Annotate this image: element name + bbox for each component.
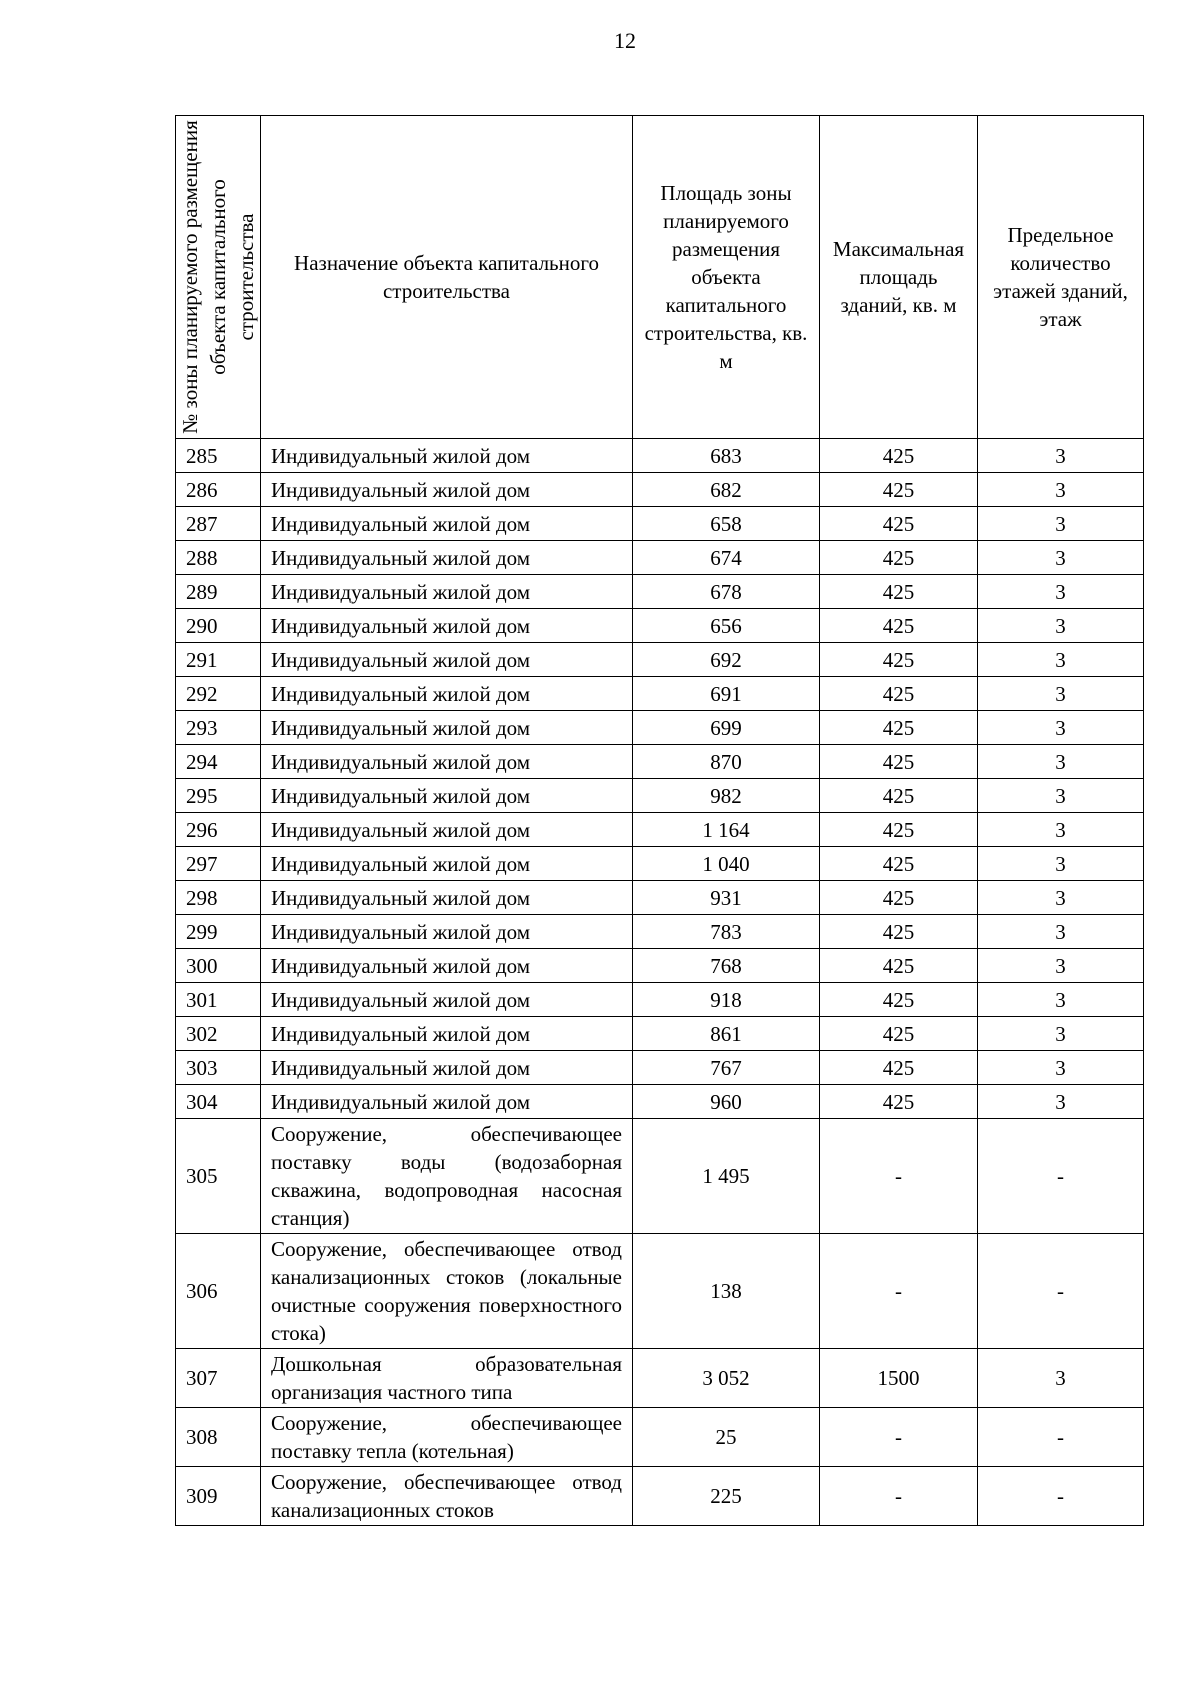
cell-max-area: 425 — [820, 949, 978, 983]
cell-floors: - — [978, 1234, 1144, 1349]
cell-zone-area: 682 — [633, 473, 820, 507]
cell-zone-area: 870 — [633, 745, 820, 779]
cell-purpose: Индивидуальный жилой дом — [261, 711, 633, 745]
cell-zone-number: 306 — [176, 1234, 261, 1349]
cell-max-area: - — [820, 1467, 978, 1526]
cell-zone-number: 298 — [176, 881, 261, 915]
cell-floors: 3 — [978, 507, 1144, 541]
table-row — [176, 643, 1144, 677]
table-row — [176, 813, 1144, 847]
cell-zone-number: 290 — [176, 609, 261, 643]
cell-zone-area: 767 — [633, 1051, 820, 1085]
cell-max-area: 425 — [820, 847, 978, 881]
cell-floors: 3 — [978, 983, 1144, 1017]
cell-max-area: 1500 — [820, 1349, 978, 1408]
table-row — [176, 1119, 1144, 1234]
cell-zone-area: 658 — [633, 507, 820, 541]
cell-zone-area: 678 — [633, 575, 820, 609]
cell-zone-number: 289 — [176, 575, 261, 609]
cell-max-area: - — [820, 1234, 978, 1349]
cell-zone-number: 295 — [176, 779, 261, 813]
header-floors: Предельное количество этажей зданий, этаж — [978, 116, 1144, 439]
cell-purpose: Индивидуальный жилой дом — [261, 1017, 633, 1051]
cell-zone-area: 656 — [633, 609, 820, 643]
cell-max-area: - — [820, 1408, 978, 1467]
table-row — [176, 745, 1144, 779]
cell-zone-area: 918 — [633, 983, 820, 1017]
table-row — [176, 677, 1144, 711]
cell-max-area: 425 — [820, 711, 978, 745]
cell-floors: 3 — [978, 439, 1144, 473]
cell-zone-number: 308 — [176, 1408, 261, 1467]
cell-max-area: 425 — [820, 439, 978, 473]
table-body — [176, 439, 1144, 1526]
cell-max-area: 425 — [820, 813, 978, 847]
table-row — [176, 1467, 1144, 1526]
cell-zone-area: 699 — [633, 711, 820, 745]
cell-max-area: - — [820, 1119, 978, 1234]
cell-zone-number: 297 — [176, 847, 261, 881]
cell-floors: 3 — [978, 575, 1144, 609]
cell-zone-number: 303 — [176, 1051, 261, 1085]
cell-zone-area: 674 — [633, 541, 820, 575]
cell-floors: - — [978, 1467, 1144, 1526]
cell-floors: - — [978, 1119, 1144, 1234]
table-row — [176, 473, 1144, 507]
cell-zone-number: 304 — [176, 1085, 261, 1119]
cell-zone-number: 285 — [176, 439, 261, 473]
cell-floors: 3 — [978, 541, 1144, 575]
cell-floors: 3 — [978, 1085, 1144, 1119]
cell-purpose: Индивидуальный жилой дом — [261, 949, 633, 983]
cell-zone-number: 300 — [176, 949, 261, 983]
cell-purpose: Индивидуальный жилой дом — [261, 915, 633, 949]
cell-purpose: Индивидуальный жилой дом — [261, 1051, 633, 1085]
cell-purpose: Сооружение, обеспечивающее отвод канализационных стоков (локальные очистные сооружения поверхностного стока) — [261, 1234, 633, 1349]
cell-max-area: 425 — [820, 473, 978, 507]
table-row — [176, 983, 1144, 1017]
cell-purpose: Индивидуальный жилой дом — [261, 541, 633, 575]
cell-zone-number: 286 — [176, 473, 261, 507]
cell-zone-area: 25 — [633, 1408, 820, 1467]
cell-purpose: Индивидуальный жилой дом — [261, 1085, 633, 1119]
cell-max-area: 425 — [820, 643, 978, 677]
cell-floors: 3 — [978, 609, 1144, 643]
cell-floors: 3 — [978, 779, 1144, 813]
cell-max-area: 425 — [820, 609, 978, 643]
cell-purpose: Индивидуальный жилой дом — [261, 473, 633, 507]
cell-zone-number: 293 — [176, 711, 261, 745]
cell-floors: - — [978, 1408, 1144, 1467]
cell-max-area: 425 — [820, 1017, 978, 1051]
zones-table — [175, 115, 1144, 1526]
cell-zone-area: 768 — [633, 949, 820, 983]
cell-floors: 3 — [978, 677, 1144, 711]
cell-purpose: Индивидуальный жилой дом — [261, 507, 633, 541]
cell-purpose: Индивидуальный жилой дом — [261, 983, 633, 1017]
table-header-row — [176, 116, 1144, 439]
cell-zone-area: 1 164 — [633, 813, 820, 847]
cell-purpose: Индивидуальный жилой дом — [261, 745, 633, 779]
cell-purpose: Индивидуальный жилой дом — [261, 881, 633, 915]
page-number: 12 — [614, 28, 636, 53]
table-row — [176, 507, 1144, 541]
table-row — [176, 1349, 1144, 1408]
table-row — [176, 541, 1144, 575]
header-zone-number-label: № зоны планируемого размещения объекта капитального строительства — [178, 120, 258, 434]
cell-zone-area: 960 — [633, 1085, 820, 1119]
cell-zone-area: 691 — [633, 677, 820, 711]
cell-purpose: Индивидуальный жилой дом — [261, 643, 633, 677]
cell-max-area: 425 — [820, 915, 978, 949]
cell-zone-area: 1 040 — [633, 847, 820, 881]
cell-zone-number: 309 — [176, 1467, 261, 1526]
cell-floors: 3 — [978, 1051, 1144, 1085]
table-row — [176, 439, 1144, 473]
cell-floors: 3 — [978, 745, 1144, 779]
table-row — [176, 1085, 1144, 1119]
cell-floors: 3 — [978, 915, 1144, 949]
cell-zone-number: 287 — [176, 507, 261, 541]
cell-purpose: Индивидуальный жилой дом — [261, 677, 633, 711]
cell-floors: 3 — [978, 847, 1144, 881]
cell-zone-area: 3 052 — [633, 1349, 820, 1408]
table-row — [176, 711, 1144, 745]
cell-purpose: Индивидуальный жилой дом — [261, 813, 633, 847]
header-purpose: Назначение объекта капитального строительства — [261, 116, 633, 439]
cell-purpose: Индивидуальный жилой дом — [261, 779, 633, 813]
table-row — [176, 847, 1144, 881]
cell-zone-number: 292 — [176, 677, 261, 711]
table-row — [176, 575, 1144, 609]
cell-purpose: Индивидуальный жилой дом — [261, 847, 633, 881]
cell-max-area: 425 — [820, 575, 978, 609]
table-row — [176, 1234, 1144, 1349]
cell-zone-area: 1 495 — [633, 1119, 820, 1234]
cell-max-area: 425 — [820, 1051, 978, 1085]
cell-purpose: Индивидуальный жилой дом — [261, 609, 633, 643]
cell-zone-area: 138 — [633, 1234, 820, 1349]
cell-zone-number: 301 — [176, 983, 261, 1017]
table-row — [176, 1408, 1144, 1467]
cell-zone-area: 982 — [633, 779, 820, 813]
cell-max-area: 425 — [820, 1085, 978, 1119]
cell-max-area: 425 — [820, 507, 978, 541]
cell-max-area: 425 — [820, 677, 978, 711]
cell-floors: 3 — [978, 711, 1144, 745]
cell-purpose: Сооружение, обеспечивающее поставку воды (водозаборная скважина, водопроводная насосная станция) — [261, 1119, 633, 1234]
cell-floors: 3 — [978, 643, 1144, 677]
cell-purpose: Дошкольная образовательная организация частного типа — [261, 1349, 633, 1408]
cell-max-area: 425 — [820, 983, 978, 1017]
cell-floors: 3 — [978, 1017, 1144, 1051]
table-row — [176, 881, 1144, 915]
cell-zone-area: 225 — [633, 1467, 820, 1526]
cell-max-area: 425 — [820, 881, 978, 915]
cell-max-area: 425 — [820, 779, 978, 813]
cell-purpose: Индивидуальный жилой дом — [261, 575, 633, 609]
header-max-area: Максимальная площадь зданий, кв. м — [820, 116, 978, 439]
table-row — [176, 1017, 1144, 1051]
cell-max-area: 425 — [820, 541, 978, 575]
cell-floors: 3 — [978, 949, 1144, 983]
cell-max-area: 425 — [820, 745, 978, 779]
cell-floors: 3 — [978, 813, 1144, 847]
cell-zone-area: 683 — [633, 439, 820, 473]
cell-zone-number: 291 — [176, 643, 261, 677]
cell-zone-area: 931 — [633, 881, 820, 915]
cell-floors: 3 — [978, 473, 1144, 507]
header-zone-area: Площадь зоны планируемого размещения объекта капитального строительства, кв. м — [633, 116, 820, 439]
cell-zone-number: 305 — [176, 1119, 261, 1234]
table-row — [176, 609, 1144, 643]
cell-purpose: Сооружение, обеспечивающее поставку тепла (котельная) — [261, 1408, 633, 1467]
table-row — [176, 1051, 1144, 1085]
cell-purpose: Индивидуальный жилой дом — [261, 439, 633, 473]
cell-zone-number: 302 — [176, 1017, 261, 1051]
cell-floors: 3 — [978, 881, 1144, 915]
cell-zone-number: 299 — [176, 915, 261, 949]
cell-zone-number: 296 — [176, 813, 261, 847]
cell-zone-number: 294 — [176, 745, 261, 779]
table-row — [176, 949, 1144, 983]
cell-purpose: Сооружение, обеспечивающее отвод канализационных стоков — [261, 1467, 633, 1526]
cell-zone-number: 288 — [176, 541, 261, 575]
cell-zone-area: 783 — [633, 915, 820, 949]
table-row — [176, 915, 1144, 949]
cell-zone-area: 692 — [633, 643, 820, 677]
cell-zone-number: 307 — [176, 1349, 261, 1408]
cell-zone-area: 861 — [633, 1017, 820, 1051]
cell-floors: 3 — [978, 1349, 1144, 1408]
table-row — [176, 779, 1144, 813]
header-zone-number — [176, 116, 261, 439]
